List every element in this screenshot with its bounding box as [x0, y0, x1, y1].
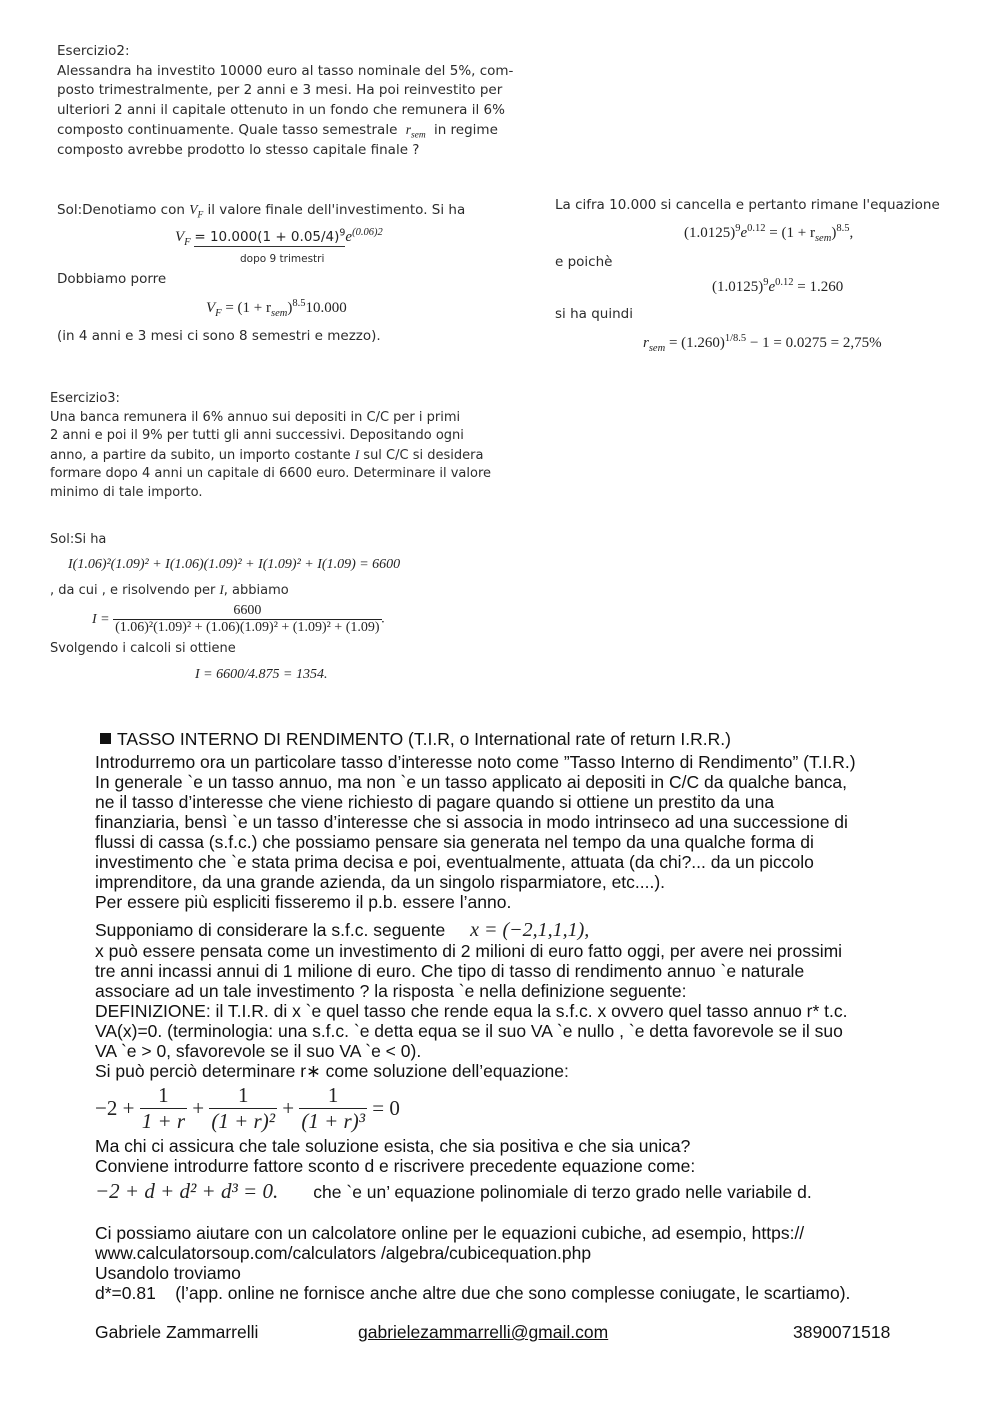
tir-line: Usandolo troviamo: [95, 1263, 241, 1283]
tir-paragraph-4: [95, 1223, 955, 1303]
right-intro: La cifra 10.000 si cancella e pertanto rimane l'equazione: [555, 197, 940, 213]
tir-line: finanziaria, bensì `e un tasso d’interesse che si associa in modo intrinseco ad una successione di: [95, 812, 848, 832]
exercise-3-svolgendo: Svolgendo i calcoli si ottiene: [50, 641, 236, 656]
exercise-3-equation-3: I = 6600/4.875 = 1354.: [195, 667, 328, 682]
tir-equation: −2 + $\frac{1}{1 + r}$ + $\frac{1}{\text{(1 + r)²}}$ + $\frac{1}{\text{(1 + r)³}}$ = 0: [95, 1083, 400, 1133]
exercise-3-dacui: , da cui , e risolvendo per I, abbiamo: [50, 582, 289, 598]
underbrace-label: dopo 9 trimestri: [240, 253, 325, 265]
exercise-3-sol: Sol:Si ha: [50, 532, 107, 547]
tir-paragraph-3: [95, 1136, 955, 1176]
tir-line: Per essere più espliciti fisseremo il p.b. essere l’anno.: [95, 892, 512, 912]
footer-phone: 3890071518: [793, 1322, 891, 1342]
square-bullet-icon: [100, 733, 111, 744]
polynomial-note: che `e un’ equazione polinomiale di terzo grado nelle variabile d.: [313, 1182, 812, 1202]
tir-line: Si può perciò determinare r∗ come soluzione dell’equazione:: [95, 1061, 569, 1081]
exercise-3-line: 2 anni e poi il 9% per tutti gli anni successivi. Depositando ogni: [50, 428, 464, 443]
tir-line: investimento che `e stata prima decisa e poi, eventualmente, attuata (da chi?... da un piccolo: [95, 852, 814, 872]
equation-right-3: $r_{sem} = (1.260)^{1/8.5} - 1 = 0.0275 = 2,75\%$: [643, 333, 882, 354]
equation-right-1: $(1.0125)^9e^{0.12} = (1 + r_{sem})^{8.5}$,: [684, 223, 854, 244]
dobbiamo-porre: Dobbiamo porre: [57, 271, 167, 287]
exercise-2-solution-intro: Sol:Denotiamo con $V_F$ il valore finale dell'investimento. Si ha: [57, 202, 466, 221]
tir-line: Introdurremo ora un particolare tasso d’interesse noto come ”Tasso Interno di Rendimento” (T.I.R.): [95, 752, 856, 772]
tir-line: flussi di cassa (s.f.c.) che possiamo pensare sia generata nel tempo da una qualche forma di: [95, 832, 814, 852]
tir-line: d*=0.81 (l’app. online ne fornisce anche altre due che sono complesse coniugate, le scartiamo).: [95, 1283, 851, 1303]
tir-line: VA(x)=0. (terminologia: una s.f.c. `e detta equa se il suo VA `e nullo , `e detta favorevole se il suo: [95, 1021, 843, 1041]
cash-flow-vector: x = (−2,1,1,1),: [470, 919, 590, 941]
exercise-2-line: posto trimestralmente, per 2 anni e 3 mesi. Ha poi reinvestito per: [57, 82, 503, 98]
tir-line: ne il tasso d’interesse che viene richiesto di pagare quando si ottiene un prestito da una: [95, 792, 775, 812]
tir-polynomial-row: [95, 1179, 812, 1204]
exercise-2-line: ulteriori 2 anni il capitale ottenuto in un fondo che remunera il 6%: [57, 101, 505, 118]
exercise-3-line: Una banca remunera il 6% annuo sui depositi in C/C per i primi: [50, 409, 461, 425]
tir-suppose: Supponiamo di considerare la s.f.c. seguente x = (−2,1,1,1),: [95, 919, 590, 941]
tir-line: DEFINIZIONE: il T.I.R. di x `e quel tasso che rende equa la s.f.c. x ovvero quel tasso annuo r* t.c.: [95, 1001, 848, 1021]
exercise-2-line: composto avrebbe prodotto lo stesso capitale finale ?: [57, 141, 420, 158]
polynomial-equation: −2 + d + d² + d³ = 0.: [95, 1179, 279, 1203]
exercise-3-line: formare dopo 4 anni un capitale di 6600 euro. Determinare il valore: [50, 466, 492, 481]
exercise-2-line: Alessandra ha investito 10000 euro al tasso nominale del 5%, com-: [57, 62, 514, 79]
equation-vf-rsem: $V_F = (1 + r_{sem})^{8.5}10.000$: [206, 298, 347, 319]
tir-line: Conviene introdurre fattore sconto d e riscrivere precedente equazione come:: [95, 1156, 696, 1176]
equation-vf: $V_F = 10.000(1 + 0.05/4)^9e^{(0.06)2}$: [175, 227, 383, 248]
tir-title: TASSO INTERNO DI RENDIMENTO (T.I.R, o International rate of return I.R.R.): [100, 729, 731, 749]
exercise-3-equation-2: I = $\frac{6600}{\text{(1.06)²(1.09)² + (1.06)(1.09)² + (1.09)² + (1.09)}}$ .: [92, 603, 386, 635]
equation-right-2: $(1.0125)^9e^{0.12} = 1.260$: [712, 277, 844, 295]
tir-line: Ci possiamo aiutare con un calcolatore online per le equazioni cubiche, ad esempio, https://: [95, 1223, 805, 1243]
exercise-2-heading: Esercizio2:: [57, 43, 130, 59]
tir-line: x può essere pensata come un investimento di 2 milioni di euro fatto oggi, per avere nei prossimi: [95, 941, 843, 961]
tir-line: associare ad un tale investimento ? la risposta `e nella definizione seguente:: [95, 981, 687, 1001]
semesters-note: (in 4 anni e 3 mesi ci sono 8 semestri e mezzo).: [57, 328, 381, 344]
e-poiche: e poichè: [555, 254, 613, 270]
footer-email-link[interactable]: gabrielezammarrelli@gmail.com: [358, 1322, 609, 1342]
exercise-3-line: anno, a partire da subito, un importo costante I sul C/C si desidera: [50, 446, 484, 463]
tir-line: www.calculatorsoup.com/calculators /algebra/cubicequation.php: [95, 1243, 592, 1263]
exercise-3-equation-1: I(1.06)²(1.09)² + I(1.06)(1.09)² + I(1.09)² + I(1.09) = 6600: [68, 557, 401, 572]
exercise-2-line: composto continuamente. Quale tasso semestrale $r_{sem}$ in regime: [57, 122, 498, 141]
tir-paragraph-2: [95, 941, 955, 1081]
tir-paragraph-1: [95, 752, 955, 912]
tir-line: In generale `e un tasso annuo, ma non `e un tasso applicato ai depositi in C/C da qualche banca,: [95, 772, 848, 792]
tir-line: VA `e > 0, sfavorevole se il suo VA `e < 0).: [95, 1041, 422, 1061]
exercise-3-heading: Esercizio3:: [50, 391, 120, 406]
tir-line: imprenditore, da una grande azienda, da un singolo risparmiatore, etc....).: [95, 872, 666, 892]
tir-line: Ma chi ci assicura che tale soluzione esista, che sia positiva e che sia unica?: [95, 1136, 691, 1156]
exercise-3-line: minimo di tale importo.: [50, 484, 203, 500]
footer-name: Gabriele Zammarrelli: [95, 1322, 259, 1342]
exercise-3-block: [50, 390, 520, 502]
tir-line: tre anni incassi annui di 1 milione di euro. Che tipo di tasso di rendimento annuo `e naturale: [95, 961, 805, 981]
exercise-2-block: [57, 42, 537, 160]
si-ha-quindi: si ha quindi: [555, 306, 633, 322]
